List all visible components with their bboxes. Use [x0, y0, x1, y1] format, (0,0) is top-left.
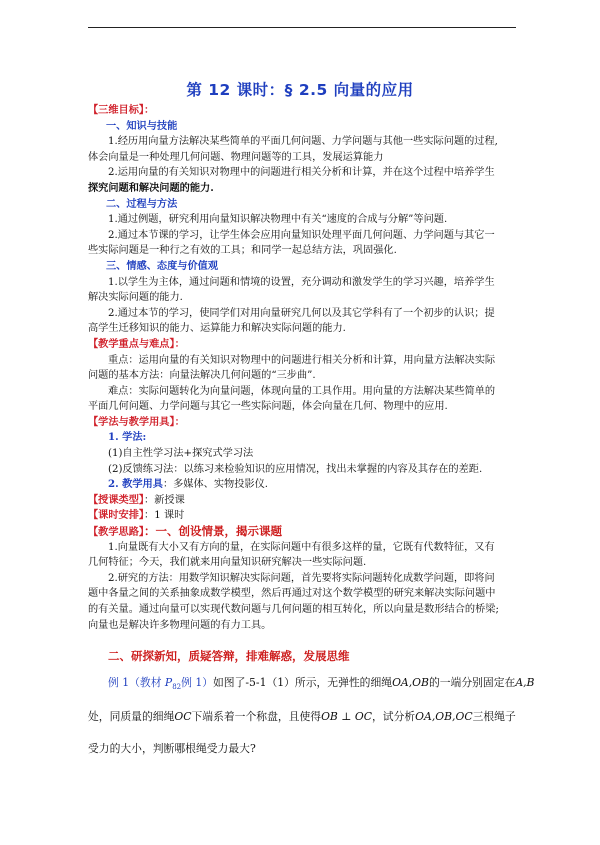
example-l1-text: 如图了-5-1（1）所示，无弹性的细绳	[213, 676, 393, 689]
guocheng-heading: 二、过程与方法	[106, 197, 178, 210]
silu-sub: ：一、创设情景，揭示课题	[144, 524, 283, 539]
example-l2-var: OC	[174, 710, 192, 723]
example-l1-text2: 的一端分别固定在	[428, 676, 516, 689]
guocheng-p2-l1: 2.通过本节课的学习，让学生体会应用向量知识处理平面几何问题、力学问题与其它一	[108, 229, 495, 241]
guocheng-p1-l1: 1.通过例题，研究利用向量知识解决物理中有关“速度的合成与分解”等问题.	[108, 214, 448, 226]
header-rule	[88, 27, 516, 28]
example-l2-text2: 下端系着一个称盘，且使得	[191, 710, 322, 723]
zhongdian-p2-l2: 平面几何问题、力学问题与其它一些实际问题，体会向量在几何、物理中的应用.	[88, 401, 448, 413]
example-line-1	[108, 675, 535, 691]
example-l2-var2: OB ⊥ OC	[321, 710, 372, 723]
silu-p1-l1: 1.向量既有大小又有方向的量，在实际问题中有很多这样的量，它既有代数特征，又有	[108, 541, 495, 553]
sanwei-heading: 【三维目标】：	[88, 104, 155, 116]
example-l2-text3: ，试分析	[371, 710, 416, 723]
xuefa-heading: 【学法与教学用具】：	[88, 415, 185, 428]
xuefa-item2-label: 2. 教学用具	[108, 478, 163, 491]
silu-p2-l4: 向量也是解决许多物理问题的有力工具。	[88, 619, 272, 631]
keshi-heading: 【课时安排】	[88, 509, 145, 522]
guocheng-p2-l2: 些实际问题是一种行之有效的工具；和同学一起总结方法，巩固强化.	[88, 245, 397, 257]
zhongdian-p1-l1: 重点：运用向量的有关知识对物理中的问题进行相关分析和计算，用向量方法解决实际	[108, 354, 496, 366]
qinggan-p1-l1: 1.以学生为主体，通过问题和情境的设置，充分调动和激发学生的学习兴趣，培养学生	[108, 276, 495, 288]
qinggan-p1-l2: 解决实际问题的能力.	[88, 292, 183, 304]
example-l2-text: 处，同质量的细绳	[88, 710, 175, 723]
zhongdian-heading: 【教学重点与难点】：	[88, 337, 185, 350]
silu-p2-l3: 的有关量。通过向量可以实现代数问题与几何问题的相互转化，所以向量是数形结合的桥梁;	[88, 604, 499, 615]
zhongdian-p1-l2: 问题的基本方法：向量法解决几何问题的“三步曲”.	[88, 370, 316, 382]
example-l2-vars3: OA,OB,OC	[415, 710, 473, 723]
zhishi-p1-l1: 1.经历用向量方法解决某些简单的平面几何问题、力学问题与其他一些实际问题的过程,	[108, 136, 498, 148]
xuefa-item1a: (1)自主性学习法+探究式学习法	[108, 448, 254, 460]
example-l3-text: 受力的大小，判断哪根绳受力最大?	[88, 742, 256, 755]
silu-p2-l1: 2.研究的方法：用数学知识解决实际问题，首先要将实际问题转化成数学问题，即将问	[108, 572, 495, 584]
lesson-title: 第 12 课时：§ 2.5 向量的应用	[186, 81, 414, 99]
qinggan-p2-l2: 高学生迁移知识的能力、运算能力和解决实际问题的能力.	[88, 323, 346, 335]
lesson-content	[88, 103, 518, 633]
example-l1-vars2: A,B	[515, 676, 535, 689]
example-l1-vars: OA,OB	[392, 676, 429, 689]
zhishi-heading: 一、知识与技能	[106, 119, 178, 132]
section-two-heading: 二、研探新知，质疑答辩，排难解惑，发展思维	[108, 649, 350, 663]
shouke-text: ：新授课	[144, 494, 185, 506]
silu-heading: 【教学思路】	[88, 526, 145, 539]
zhishi-p2-l2: 探究问题和解决问题的能力.	[88, 181, 214, 194]
example-label: 例 1（教材	[108, 676, 165, 689]
silu-p1-l2: 几何特征；今天，我们就来用向量知识研究解决一些实际问题.	[88, 557, 367, 569]
zhishi-p2-l1: 2.运用向量的有关知识对物理中的问题进行相关分析和计算，并在这个过程中培养学生	[108, 167, 495, 179]
keshi-text: ：1 课时	[144, 510, 185, 522]
silu-p2-l2: 题中各量之间的关系抽象成数学模型，然后再通过对这个数学模型的研究来解决实际问题中	[88, 588, 496, 600]
xuefa-item1: 1. 学法:	[108, 431, 147, 444]
example-ref-tail: 例 1）	[181, 676, 214, 689]
example-line-3	[88, 741, 256, 756]
shouke-heading: 【授课类型】	[88, 493, 145, 506]
example-ref-sub: 82	[172, 683, 182, 692]
qinggan-p2-l1: 2.通过本节的学习，使同学们对用向量研究几何以及其它学科有了一个初步的认识；提	[108, 307, 495, 319]
qinggan-heading: 三、情感、态度与价值观	[106, 259, 219, 272]
xuefa-item1b: (2)反馈练习法：以练习来检验知识的应用情况，找出未掌握的内容及其存在的差距.	[108, 463, 483, 475]
xuefa-item2-text: ：多媒体、实物投影仪.	[162, 479, 269, 491]
example-line-2	[88, 709, 516, 724]
example-l2-text4: 三根绳子	[472, 710, 516, 723]
zhishi-p1-l2: 体会向量是一种处理几何问题、物理问题等的工具，发展运算能力	[88, 151, 384, 163]
example-ref: P	[164, 676, 173, 689]
zhongdian-p2-l1: 难点：实际问题转化为向量问题，体现向量的工具作用。用向量的方法解决某些简单的	[108, 385, 496, 397]
